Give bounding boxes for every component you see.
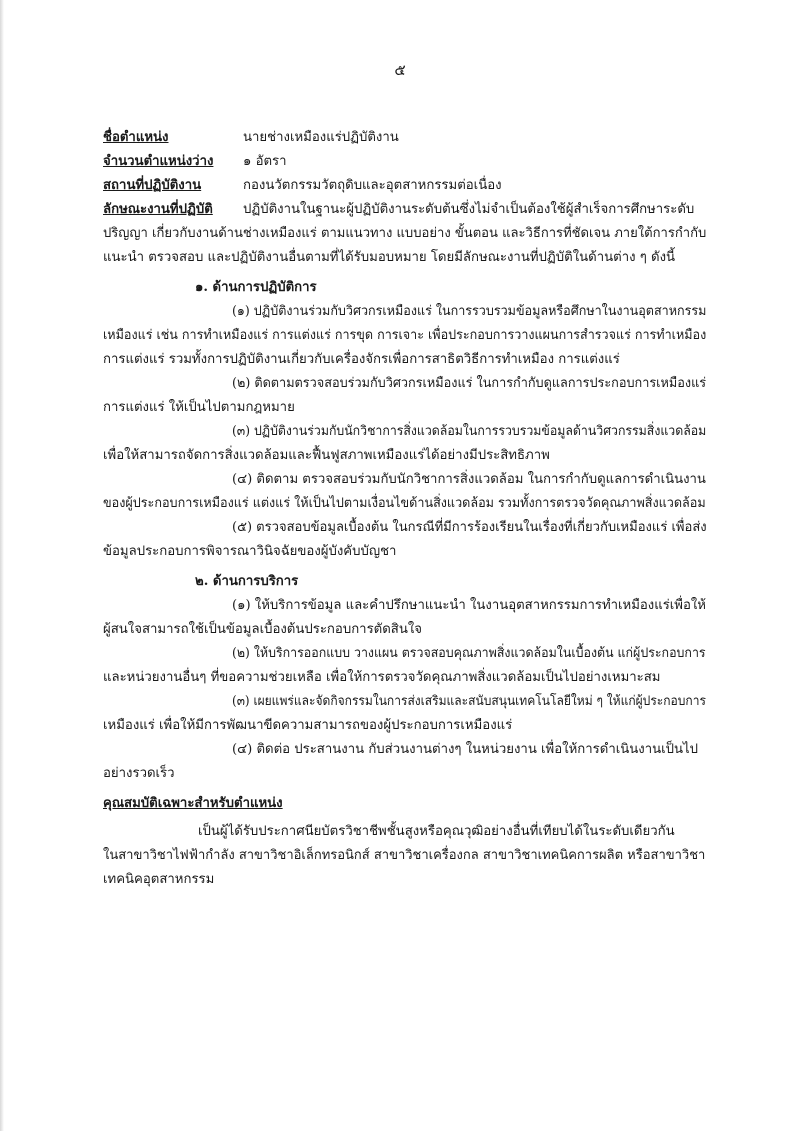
value-position-name: นายช่างเหมืองแร่ปฏิบัติงาน: [243, 130, 399, 145]
section1-line: การแต่งแร่ ให้เป็นไปตามกฎหมาย: [103, 400, 295, 415]
section2-line: (๔) ติดต่อ ประสานงาน กับส่วนงานต่างๆ ในหน่วยงาน เพื่อให้การดำเนินงานเป็นไป: [232, 742, 699, 757]
scan-edge-shadow: [0, 0, 4, 1131]
intro-line: แนะนำ ตรวจสอบ และปฏิบัติงานอื่นตามที่ได้รับมอบหมาย โดยมีลักษณะงานที่ปฏิบัติในด้านต่าง ๆ ดังนี้: [103, 250, 676, 265]
section2-line: ผู้สนใจสามารถใช้เป็นข้อมูลเบื้องต้นประกอบการตัดสินใจ: [103, 622, 423, 637]
qualifications-line: เป็นผู้ได้รับประกาศนียบัตรวิชาชีพชั้นสูงหรือคุณวุฒิอย่างอื่นที่เทียบได้ในระดับเดียวกัน: [198, 824, 675, 839]
section1-line: (๔) ติดตาม ตรวจสอบร่วมกับนักวิชาการสิ่งแวดล้อม ในการกำกับดูแลการดำเนินงาน: [232, 472, 706, 487]
value-job-description: ปฏิบัติงานในฐานะผู้ปฏิบัติงานระดับต้นซึ่งไม่จำเป็นต้องใช้ผู้สำเร็จการศึกษาระดับ: [243, 202, 695, 217]
intro-line: ปริญญา เกี่ยวกับงานด้านช่างเหมืองแร่ ตามแนวทาง แบบอย่าง ขั้นตอน และวิธีการที่ชัดเจน ภายใต้การกำกับ: [103, 226, 707, 241]
section2-line: อย่างรวดเร็ว: [103, 766, 175, 781]
qualifications-line: เทคนิคอุตสาหกรรม: [103, 872, 215, 887]
section1-line: (๓) ปฏิบัติงานร่วมกับนักวิชาการสิ่งแวดล้อมในการรวบรวมข้อมูลด้านวิศวกรรมสิ่งแวดล้อม: [232, 424, 707, 439]
section1-line: (๕) ตรวจสอบข้อมูลเบื้องต้น ในกรณีที่มีการร้องเรียนในเรื่องที่เกี่ยวกับเหมืองแร่ เพื่อส่ง: [232, 520, 707, 535]
section2-heading: ๒. ด้านการบริการ: [195, 574, 299, 589]
value-vacancies: ๑ อัตรา: [243, 154, 287, 169]
section2-line: (๓) เผยแพร่และจัดกิจกรรมในการส่งเสริมและสนับสนุนเทคโนโลยีใหม่ ๆ ให้แก่ผู้ประกอบการ: [232, 694, 706, 709]
value-workplace: กองนวัตกรรมวัตถุดิบและอุตสาหกรรมต่อเนื่อง: [243, 178, 502, 193]
page-number: ๕: [394, 61, 406, 79]
label-workplace: สถานที่ปฏิบัติงาน: [103, 178, 202, 193]
section1-line: ของผู้ประกอบการเหมืองแร่ แต่งแร่ ให้เป็นไปตามเงื่อนไขด้านสิ่งแวดล้อม รวมทั้งการตรวจวัดคุณภาพสิ่งแวดล้อม: [103, 496, 706, 511]
label-position-name: ชื่อตำแหน่ง: [103, 130, 169, 145]
section1-line: ข้อมูลประกอบการพิจารณาวินิจฉัยของผู้บังคับบัญชา: [103, 544, 397, 559]
section2-line: เหมืองแร่ เพื่อให้มีการพัฒนาขีดความสามารถของผู้ประกอบการเหมืองแร่: [103, 718, 513, 733]
qualifications-line: ในสาขาวิชาไฟฟ้ากำลัง สาขาวิชาอิเล็กทรอนิกส์ สาขาวิชาเครื่องกล สาขาวิชาเทคนิคการผลิต หรือสาขาวิชา: [103, 848, 706, 863]
section1-line: (๑) ปฏิบัติงานร่วมกับวิศวกรเหมืองแร่ ในการรวบรวมข้อมูลหรือศึกษาในงานอุตสาหกรรม: [232, 304, 707, 319]
section1-heading: ๑. ด้านการปฏิบัติการ: [195, 280, 317, 295]
label-job-description: ลักษณะงานที่ปฏิบัติ: [103, 202, 213, 217]
qualifications-heading: คุณสมบัติเฉพาะสำหรับตำแหน่ง: [103, 796, 283, 811]
section1-line: เหมืองแร่ เช่น การทำเหมืองแร่ การแต่งแร่ การขุด การเจาะ เพื่อประกอบการวางแผนการสำรวจแร่ การทำเหมือง: [103, 328, 707, 343]
section1-line: (๒) ติดตามตรวจสอบร่วมกับวิศวกรเหมืองแร่ ในการกำกับดูแลการประกอบการเหมืองแร่: [232, 376, 707, 391]
label-vacancies: จำนวนตำแหน่งว่าง: [103, 154, 214, 169]
section1-line: เพื่อให้สามารถจัดการสิ่งแวดล้อมและฟื้นฟูสภาพเหมืองแร่ได้อย่างมีประสิทธิภาพ: [103, 448, 550, 463]
section2-line: (๑) ให้บริการข้อมูล และคำปรึกษาแนะนำ ในงานอุตสาหกรรมการทำเหมืองแร่เพื่อให้: [232, 598, 706, 613]
section2-line: (๒) ให้บริการออกแบบ วางแผน ตรวจสอบคุณภาพสิ่งแวดล้อมในเบื้องต้น แก่ผู้ประกอบการ: [232, 646, 706, 661]
section1-line: การแต่งแร่ รวมทั้งการปฏิบัติงานเกี่ยวกับเครื่องจักรเพื่อการสาธิตวิธีการทำเหมือง การแต่งแร่: [103, 352, 620, 367]
section2-line: และหน่วยงานอื่นๆ ที่ขอความช่วยเหลือ เพื่อให้การตรวจวัดคุณภาพสิ่งแวดล้อมเป็นไปอย่างเหมาะสม: [103, 670, 661, 685]
